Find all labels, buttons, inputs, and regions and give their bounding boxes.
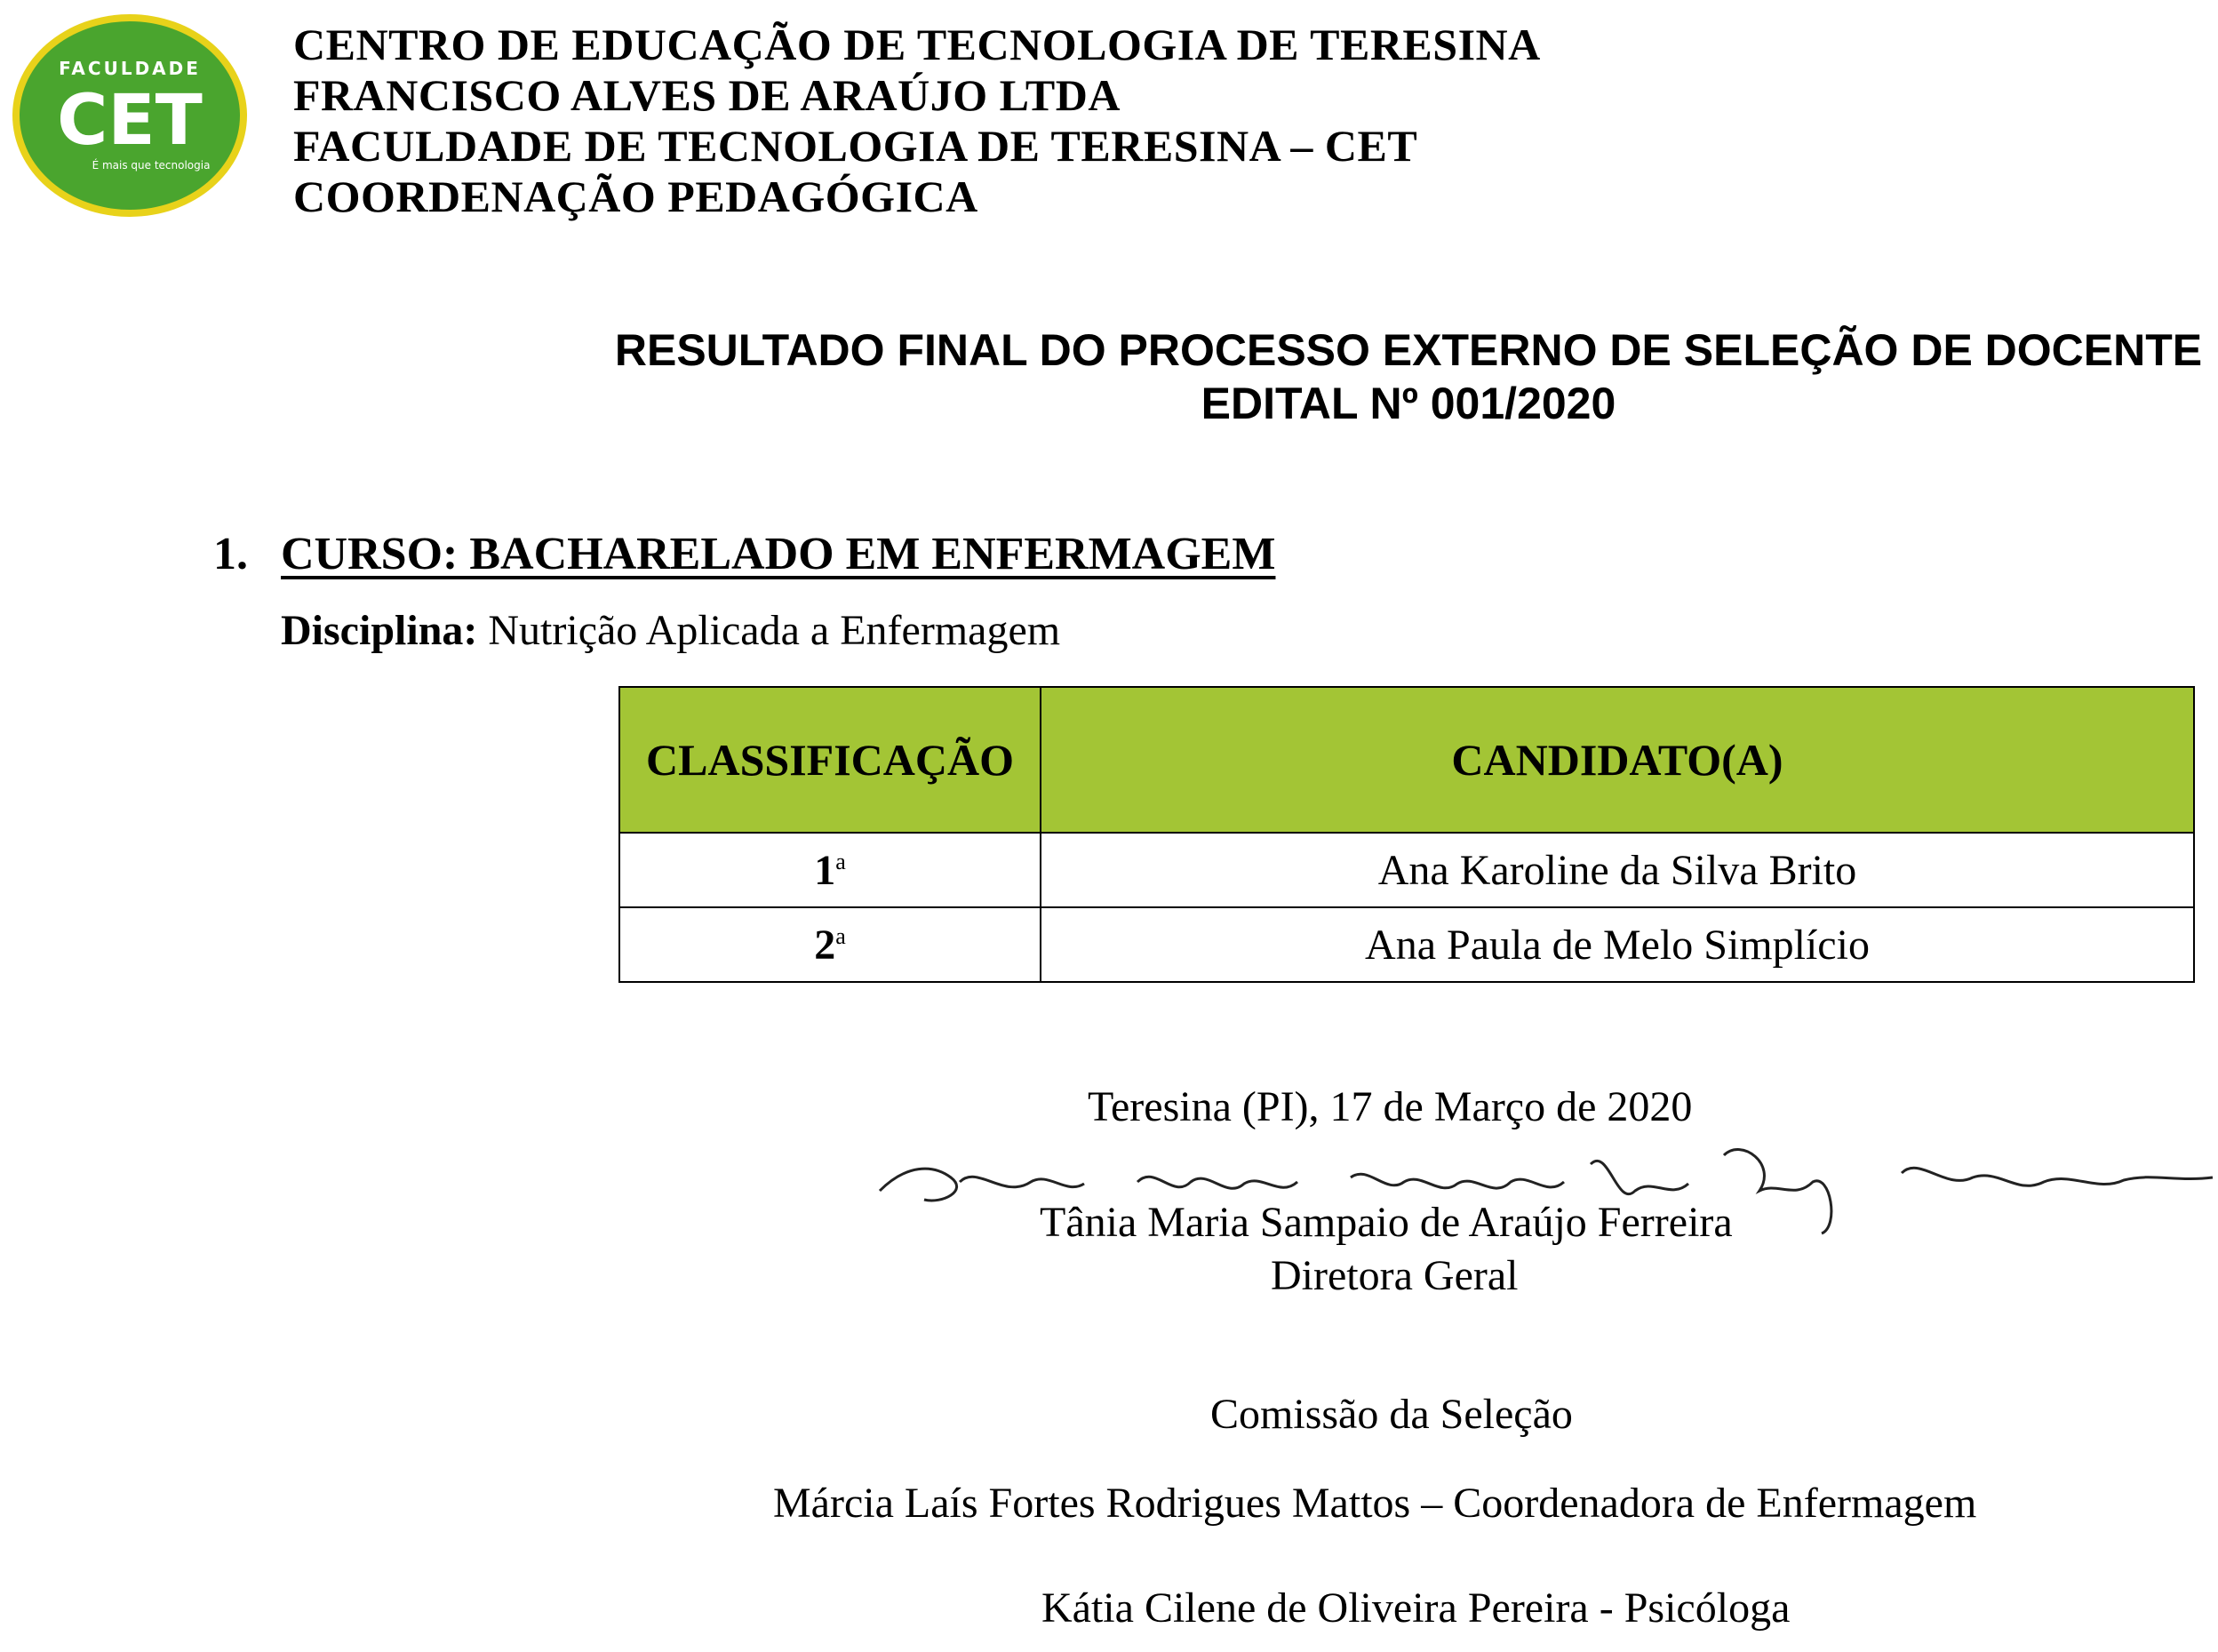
document-title: [604, 323, 2213, 430]
logo-top-text: FACULDADE: [59, 58, 201, 79]
header-candidate: CANDIDATO(A): [1041, 687, 2194, 833]
committee-member: Kátia Cilene de Oliveira Pereira - Psicóloga: [1041, 1584, 1791, 1632]
rank-number: 2: [814, 921, 836, 969]
table-row: [619, 833, 2194, 907]
title-line-2: EDITAL Nº 001/2020: [1201, 379, 1616, 428]
header-line: FACULDADE DE TECNOLOGIA DE TERESINA – CET: [293, 121, 1418, 171]
header-line: COORDENAÇÃO PEDAGÓGICA: [293, 172, 978, 221]
committee-member: Márcia Laís Fortes Rodrigues Mattos – Coordenadora de Enfermagem: [773, 1480, 1977, 1527]
table-row: [619, 907, 2194, 982]
course-heading: [213, 528, 1275, 580]
rank-cell: [619, 833, 1041, 907]
logo-main-text: CET: [57, 81, 203, 161]
place-date: Teresina (PI), 17 de Março de 2020: [1088, 1083, 1693, 1130]
rank-ordinal: a: [835, 848, 846, 874]
discipline-label: Disciplina:: [281, 607, 478, 654]
signatory-role: Diretora Geral: [1271, 1252, 1519, 1299]
candidate-cell: Ana Paula de Melo Simplício: [1041, 907, 2194, 982]
results-table: [618, 686, 2195, 983]
rank-number: 1: [814, 846, 836, 894]
section-number: 1.: [213, 529, 248, 579]
cet-logo: [11, 12, 249, 219]
rank-cell: [619, 907, 1041, 982]
institution-header: [293, 20, 1541, 222]
candidate-cell: Ana Karoline da Silva Brito: [1041, 833, 2194, 907]
rank-ordinal: a: [835, 922, 846, 949]
course-label: CURSO: BACHARELADO EM ENFERMAGEM: [281, 529, 1276, 579]
table-header-row: [619, 687, 2194, 833]
discipline-line: [281, 606, 1060, 655]
header-classification: CLASSIFICAÇÃO: [619, 687, 1041, 833]
title-line-1: RESULTADO FINAL DO PROCESSO EXTERNO DE SELEÇÃO DE DOCENTE: [614, 325, 2203, 375]
header-line: CENTRO DE EDUCAÇÃO DE TECNOLOGIA DE TERESINA: [293, 20, 1541, 69]
header-line: FRANCISCO ALVES DE ARAÚJO LTDA: [293, 70, 1121, 120]
logo-tagline: É mais que tecnologia: [92, 159, 211, 172]
discipline-value: Nutrição Aplicada a Enfermagem: [488, 607, 1061, 654]
signatory-name: Tânia Maria Sampaio de Araújo Ferreira: [1040, 1199, 1733, 1246]
committee-title: Comissão da Seleção: [1210, 1391, 1573, 1438]
